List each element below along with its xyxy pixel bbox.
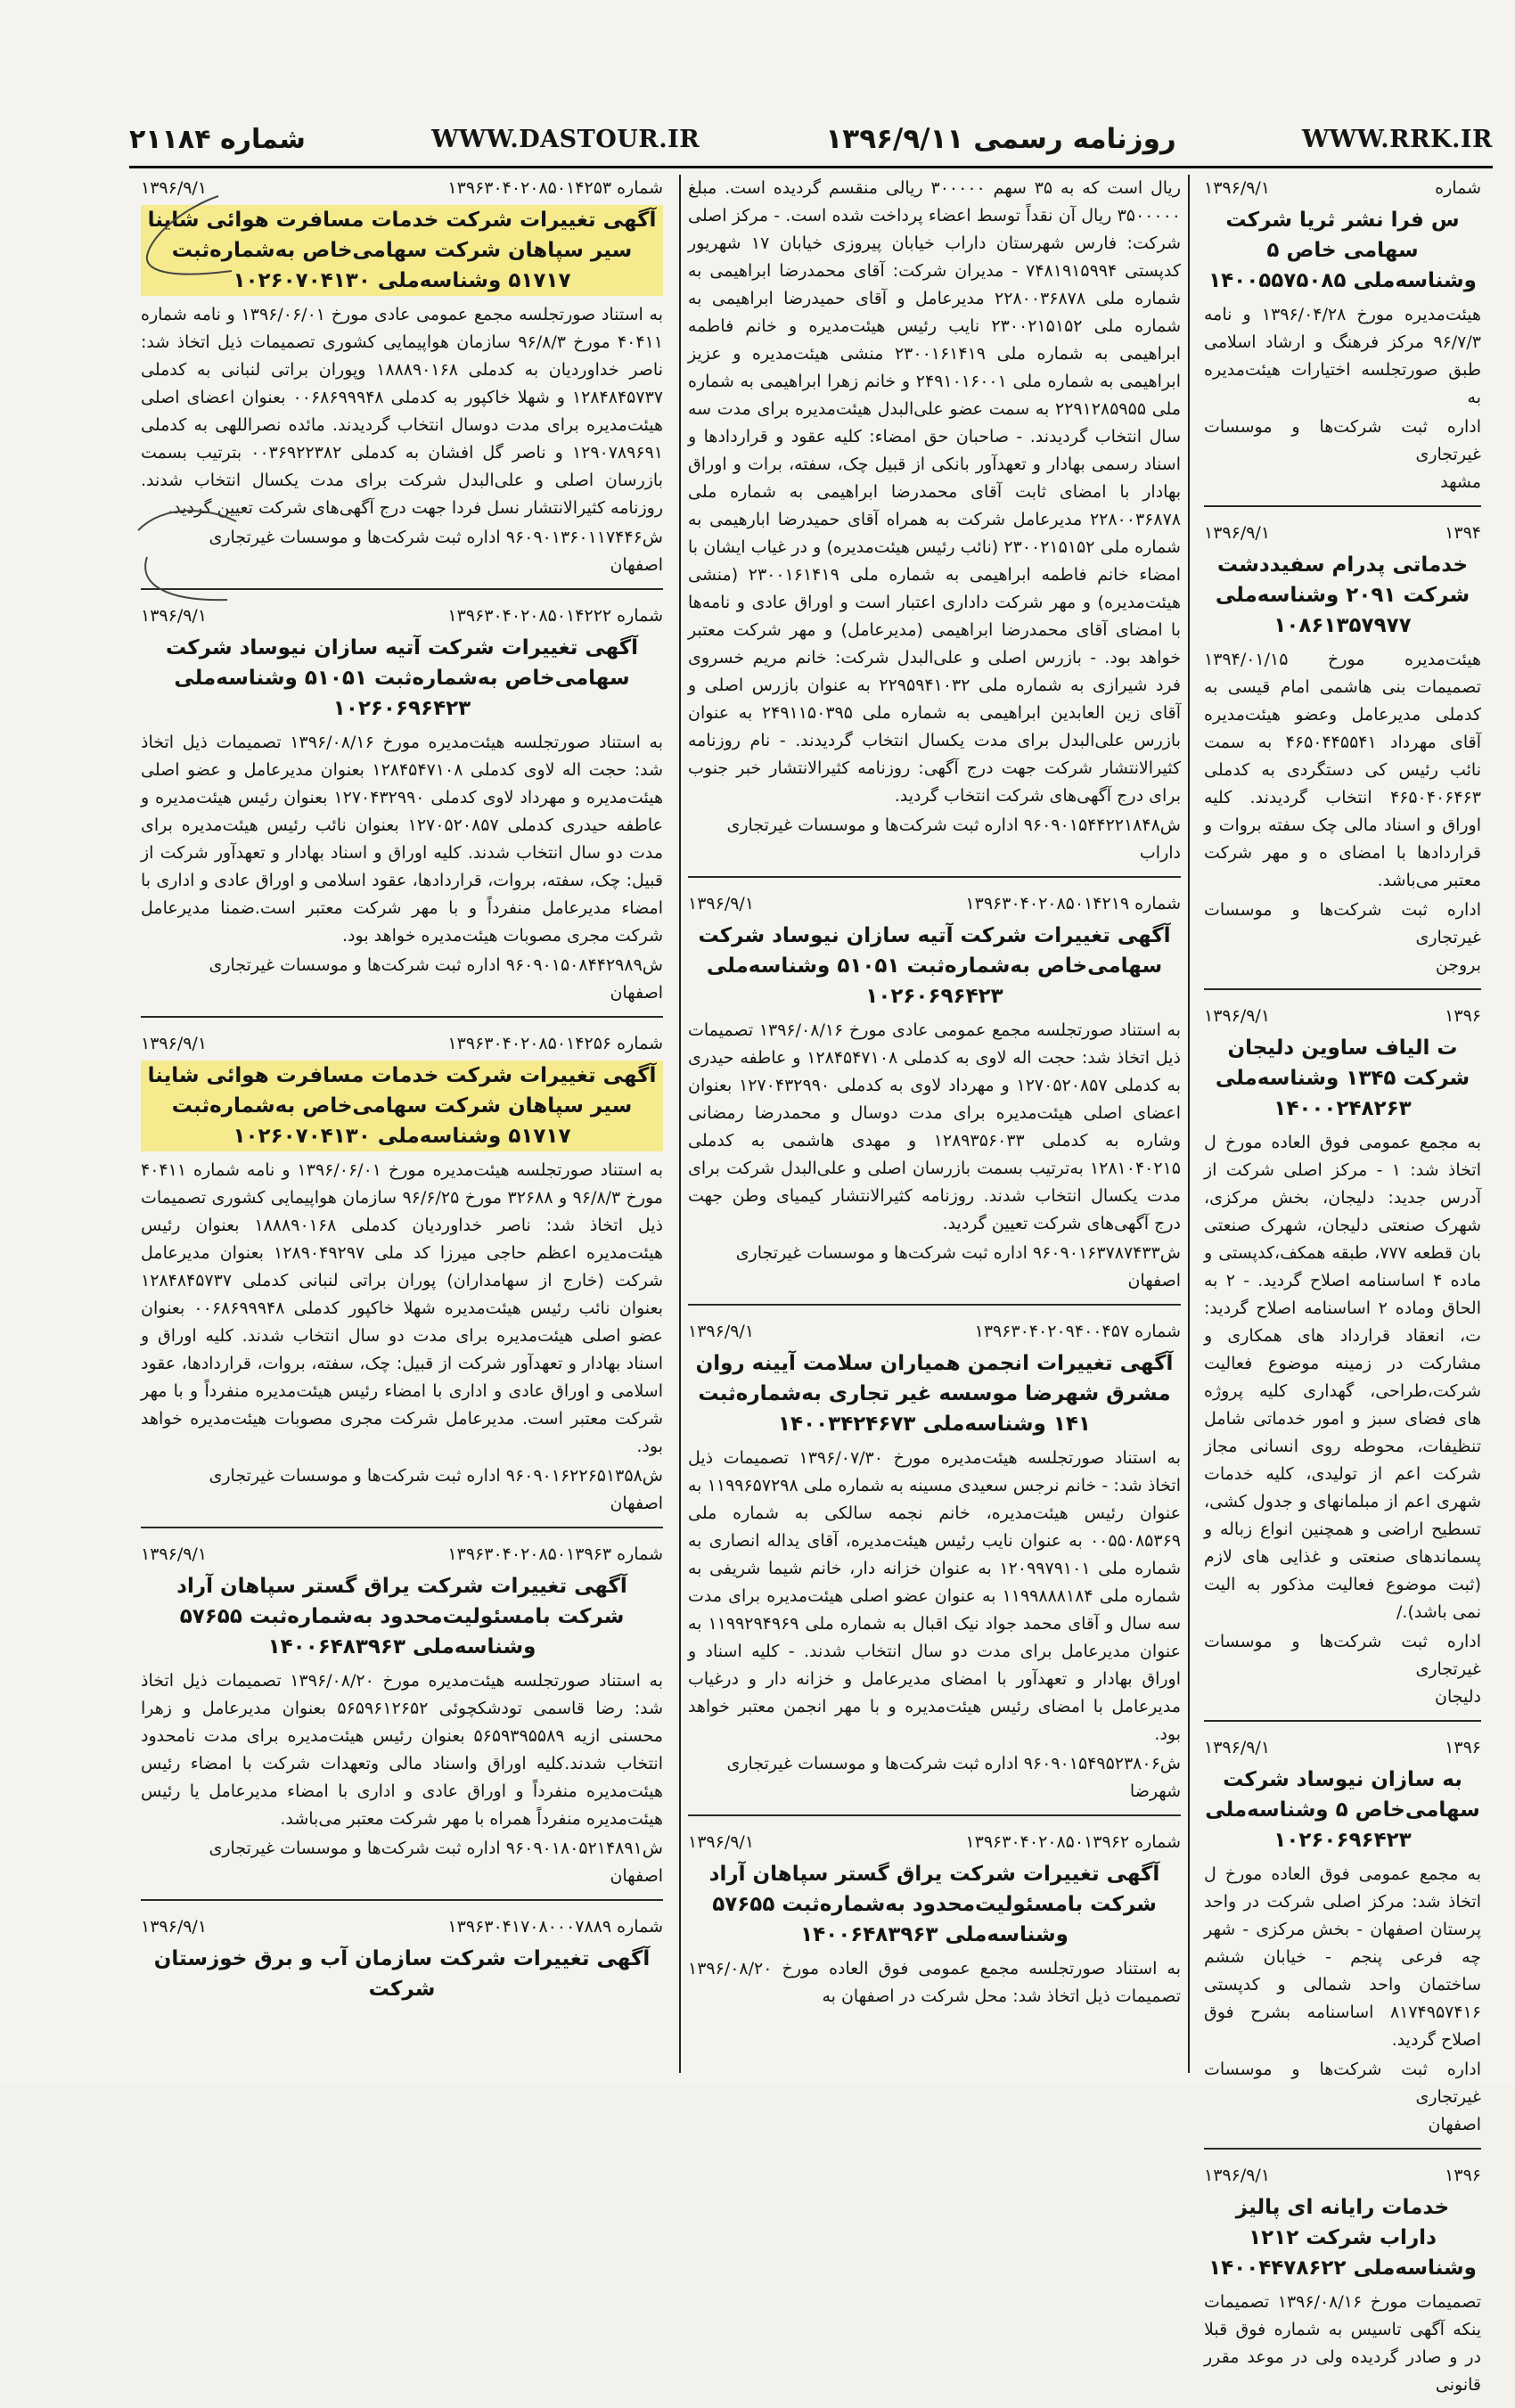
notice-date: ۱۳۹۶/۹/۱ <box>688 1832 755 1852</box>
header-site-right[interactable]: WWW.RRK.IR <box>1301 125 1493 153</box>
notice-city: دلیجان <box>1435 1687 1481 1707</box>
notice-signature: ش۹۶۰۹۰۱۸۰۵۲۱۴۸۹۱ اداره ثبت شرکت‌ها و موسسات غیرتجاری <box>209 1839 663 1858</box>
notice-date: ۱۳۹۶/۹/۱ <box>141 1544 208 1564</box>
notice-meta <box>688 1318 1181 1345</box>
notice-signature: اداره ثبت شرکت‌ها و موسسات غیرتجاری <box>1204 417 1481 464</box>
notice-signature: ش۹۶۰۹۰۱۶۲۲۶۵۱۳۵۸ اداره ثبت شرکت‌ها و موسسات غیرتجاری <box>209 1466 663 1486</box>
notice-title: آگهی تغییرات شرکت خدمات مسافرت هوائی شاینا سیر سپاهان شرکت سهامی‌خاص به‌شماره‌ثبت ۵۱۷۱۷ وشناسه‌ملی ۱۰۲۶۰۷۰۴۱۳۰ <box>141 1061 663 1151</box>
gazette-title: روزنامه رسمی ۱۳۹۶/۹/۱۱ <box>825 123 1176 155</box>
notice-date: ۱۳۹۶/۹/۱ <box>141 1917 208 1937</box>
notice-number: ۱۳۹۶ <box>1445 1006 1481 1026</box>
notice-meta <box>141 175 663 201</box>
header-rule <box>129 166 1493 168</box>
notice-city: اصفهان <box>610 555 663 575</box>
notice-body: به استناد صورتجلسه مجمع عمومی عادی مورخ ۱۳۹۶/۰۸/۱۶ تصمیمات ذیل اتخاذ شد: حجت اله لاوی به کدملی ۱۲۸۴۵۴۷۱۰۸ و عاطفه حیدری به کدملی ۱۲۷۰۵۲۰۸۵۷ و مهرداد لاوی به کدملی ۱۲۷۰۴۳۲۹۹۰ بعنوان اعضای اصلی هیئت‌مدیره برای مدت دوسال و محمدرضا رمضانی وشاره به کدملی ۱۲۸۹۳۵۶۰۳۳ و مهدی هاشمی به کدملی ۱۲۸۱۰۴۰۲۱۵ به‌ترتیب بسمت بازرسان اصلی و علی‌البدل شرکت برای مدت یکسال انتخاب شدند. روزنامه کثیرالانتشار کیمیای وطن جهت درج آگهی‌های شرکت تعیین گردید. <box>688 1020 1181 1233</box>
notice-body: به استناد صورتجلسه هیئت‌مدیره مورخ ۱۳۹۶/۰۶/۰۱ و نامه شماره ۴۰۴۱۱ مورخ ۹۶/۸/۳ و ۳۲۶۸۸ مورخ ۹۶/۶/۲۵ سازمان هواپیمایی کشوری تصمیمات ذیل اتخاذ شد: ناصر خداوردیان کدملی ۱۸۸۸۹۰۱۶۸ بعنوان رئیس هیئت‌مدیره اعظم حاجی میرزا کد ملی ۱۲۸۹۰۴۹۲۹۷ بعنوان مدیرعامل شرکت (خارج از سهامداران) پوران براتی لنبانی کدملی ۱۲۸۴۸۴۵۷۳۷ بعنوان نائب رئیس هیئت‌مدیره شهلا خاکپور کدملی ۰۰۶۸۶۹۹۹۴۸ بعنوان عضو اصلی هیئت‌مدیره برای مدت دو سال انتخاب شدند. کلیه اوراق و اسناد بهادار و تعهدآور شرکت از قبیل: چک، سفته، بروات، قراردادها، عقود اسلامی و اوراق عادی و اداری با امضاء رئیس هیئت‌مدیره منفرداً و با مهر شرکت معتبر است. مدیرعامل شرکت مجری مصوبات هیئت‌مدیره خواهد بود. <box>141 1160 664 1456</box>
notice-body: به مجمع عمومی فوق العاده مورخ ل اتخاذ شد: ۱ - مرکز اصلی شرکت از آدرس جدید: دلیجان، بخش مرکزی، شهرک صنعتی دلیجان، شهرک صنعتی بان قطعه ۷۷۷، طبقه همکف،کدپستی و ماده ۴ اساسنامه اصلاح گردید. - ۲ به الحاق وماده ۲ اساسنامه اصلاح گردید: ت، انعقاد قرارداد های همکاری و مشارکت در زمینه موضوع فعالیت شرکت،طراحی، گهداری کلیه پروژه های فضای سبز و امور خدماتی شامل تنظیفات، محوطه روی انسانی مجاز شرکت اعم از تولیدی، کلیه خدمات شهری اعم از مبلمانهای و جدول کشی، تسطیح اراضی و همچنین انواع زباله و پسماندهای صنعتی و غذایی های لازم (ثبت موضوع فعالیت مذکور به الیت نمی باشد)./ <box>1204 1133 1482 1622</box>
notice <box>1204 1003 1481 1722</box>
notice-meta <box>141 1030 663 1057</box>
notice-meta <box>141 602 663 629</box>
notice <box>688 890 1181 1306</box>
notice-body: به مجمع عمومی فوق العاده مورخ ل اتخاذ شد: مرکز اصلی شرکت در واحد پرستان اصفهان - بخش مرکزی - شهر چه فرعی پنجم - خیابان ششم ساختمان واحد شمالی و کدپستی ۸۱۷۴۹۵۷۴۱۶ اساسنامه بشرح فوق اصلاح گردید. <box>1204 1864 1481 2050</box>
notice-date: ۱۳۹۶/۹/۱ <box>688 894 755 913</box>
notice <box>688 1318 1181 1816</box>
header-site-left[interactable]: WWW.DASTOUR.IR <box>431 125 700 153</box>
notice-city: شهرضا <box>1129 1781 1181 1801</box>
notice-city: اصفهان <box>610 983 663 1003</box>
notice-number: شماره ۱۳۹۶۳۰۴۰۲۰۸۵۰۱۳۹۶۲ <box>965 1832 1181 1852</box>
notice <box>141 1541 663 1901</box>
notice-signature: اداره ثبت شرکت‌ها و موسسات غیرتجاری <box>1204 900 1481 947</box>
notice-city: اصفهان <box>1428 2115 1481 2134</box>
notice-signature: ش۹۶۰۹۰۱۳۶۰۱۱۷۴۴۶ اداره ثبت شرکت‌ها و موسسات غیرتجاری <box>209 528 663 547</box>
notice-title: آگهی تغییرات شرکت خدمات مسافرت هوائی شاینا سیر سپاهان شرکت سهامی‌خاص به‌شماره‌ثبت ۵۱۷۱۷ وشناسه‌ملی ۱۰۲۶۰۷۰۴۱۳۰ <box>141 205 663 296</box>
notice-body: به استناد صورتجلسه هیئت‌مدیره مورخ ۱۳۹۶/۰۷/۳۰ تصمیمات ذیل اتخاذ شد: - خانم نرجس سعیدی مسینه به شماره ملی ۱۱۹۹۶۵۷۲۹۸ به عنوان رئیس هیئت‌مدیره، خانم نجمه سالکی به شماره ملی ۰۰۵۵۰۸۵۳۶۹ به عنوان نایب رئیس هیئت‌مدیره، آقای یداله انصاری به شماره ملی ۱۲۰۹۹۷۹۱۰۱ به عنوان خزانه دار، خانم شیما شریفی به شماره ملی ۱۱۹۹۸۸۸۱۸۴ به عنوان عضو اصلی هیئت‌مدیره برای مدت سه سال و آقای محمد جواد نیک اقبال به شماره ملی ۱۱۹۹۲۹۴۹۶۹ به عنوان مدیرعامل برای مدت دو سال انتخاب شدند. - کلیه اسناد و اوراق بهادار و تعهدآور با امضای مدیرعامل و خزانه دار و درغیاب مدیرعامل با امضای رئیس هیئت‌مدیره و با مهر انجمن معتبر خواهد بود. <box>688 1448 1181 1744</box>
notice-city: اصفهان <box>610 1494 663 1513</box>
notice-meta <box>1204 2162 1481 2189</box>
notice-meta <box>1204 175 1481 201</box>
notice-city: بروجن <box>1435 955 1481 975</box>
notice-number: شماره ۱۳۹۶۳۰۴۰۲۰۸۵۰۱۴۲۱۹ <box>965 894 1181 913</box>
notice-body: به استناد صورتجلسه هیئت‌مدیره مورخ ۱۳۹۶/۰۸/۲۰ تصمیمات ذیل اتخاذ شد: رضا قاسمی تودشکچوئی ۵۶۵۹۶۱۲۶۵۲ بعنوان مدیرعامل و زهرا محسنی ازیه ۵۶۵۹۳۹۵۵۸۹ بعنوان رئیس هیئت‌مدیره برای مدت نامحدود انتخاب شدند.کلیه اوراق واسناد مالی وتعهدات شرکت با امضاء رئیس هیئت‌مدیره منفرداً و اوراق عادی و اداری با امضاء مدیرعامل یا رئیس هیئت‌مدیره منفرداً همراه با مهر شرکت معتبر می‌باشد. <box>141 1671 663 1829</box>
notice-date: ۱۳۹۶/۹/۱ <box>1204 523 1271 543</box>
notice-body: به استناد صورتجلسه مجمع عمومی عادی مورخ ۱۳۹۶/۰۶/۰۱ و نامه شماره ۴۰۴۱۱ مورخ ۹۶/۸/۳ سازمان هواپیمایی کشوری تصمیمات ذیل اتخاذ شد: ناصر خداوردیان به کدملی ۱۸۸۸۹۰۱۶۸ وپوران براتی لنبانی به کدملی ۱۲۸۴۸۴۵۷۳۷ و شهلا خاکپور به کدملی ۰۰۶۸۶۹۹۹۴۸ بعنوان اعضای اصلی هیئت‌مدیره برای مدت دوسال انتخاب گردیدند. مائده نصراللهی به کدملی ۱۲۹۰۷۸۹۶۹۱ و ناصر گل افشان به کدملی ۰۰۳۶۹۲۲۳۸۲ بترتیب بسمت بازرسان اصلی و علی‌البدل شرکت برای مدت یکسال انتخاب شدند. روزنامه کثیرالانتشار نسل فردا جهت درج آگهی‌های شرکت تعیین گردید. <box>141 305 663 518</box>
notice <box>1204 1734 1481 2150</box>
notice-signature: ش۹۶۰۹۰۱۵۴۴۲۲۱۸۴۸ اداره ثبت شرکت‌ها و موسسات غیرتجاری <box>726 815 1181 835</box>
notice <box>141 1030 663 1528</box>
notice-number: شماره <box>1435 178 1481 198</box>
column-middle <box>679 175 1190 2073</box>
notice-number: شماره ۱۳۹۶۳۰۴۰۲۰۸۵۰۱۴۲۵۶ <box>447 1034 663 1053</box>
notice <box>141 1913 663 2019</box>
notice-title: آگهی تغییرات انجمن همیاران سلامت آیینه روان مشرق شهرضا موسسه غیر تجاری به‌شماره‌ثبت ۱۴۱ وشناسه‌ملی ۱۴۰۰۳۴۲۴۶۷۳ <box>695 1352 1174 1436</box>
notice-title: آگهی تغییرات شرکت یراق گستر سپاهان آراد شرکت بامسئولیت‌محدود به‌شماره‌ثبت ۵۷۶۵۵ وشناسه‌ملی ۱۴۰۰۶۴۸۳۹۶۳ <box>708 1863 1160 1946</box>
notice-signature: ش۹۶۰۹۰۱۵۴۹۵۲۳۸۰۶ اداره ثبت شرکت‌ها و موسسات غیرتجاری <box>726 1754 1181 1773</box>
notice-signature: ش۹۶۰۹۰۱۶۳۷۸۷۴۳۳ اداره ثبت شرکت‌ها و موسسات غیرتجاری <box>735 1243 1181 1263</box>
notice-city: مشهد <box>1440 472 1481 492</box>
notice-meta <box>688 890 1181 917</box>
notice-city: اصفهان <box>610 1866 663 1886</box>
notice-title: آگهی تغییرات شرکت یراق گستر سپاهان آراد شرکت بامسئولیت‌محدود به‌شماره‌ثبت ۵۷۶۵۵ وشناسه‌ملی ۱۴۰۰۶۴۸۳۹۶۳ <box>176 1575 627 1659</box>
notice-date: ۱۳۹۶/۹/۱ <box>141 178 208 198</box>
notice-number: ۱۳۹۶ <box>1445 2166 1481 2185</box>
notice-meta <box>1204 1003 1481 1029</box>
issue-number: شماره ۲۱۱۸۴ <box>129 123 306 155</box>
notice-number: شماره ۱۳۹۶۳۰۴۰۲۰۹۴۰۰۴۵۷ <box>974 1322 1181 1341</box>
page-header <box>129 116 1493 162</box>
notice-meta <box>1204 1734 1481 1761</box>
notice-signature: اداره ثبت شرکت‌ها و موسسات غیرتجاری <box>1204 1632 1481 1679</box>
notice-meta <box>141 1541 663 1568</box>
notice-date: ۱۳۹۶/۹/۱ <box>141 1034 208 1053</box>
notice-body: هیئت‌مدیره مورخ ۱۳۹۴/۰۱/۱۵ تصمیمات بنی هاشمی امام قیسی به کدملی مدیرعامل وعضو هیئت‌مدیره آقای مهرداد ۴۶۵۰۴۴۵۵۴۱ به سمت نائب رئیس کی دستگردی به کدملی ۴۶۵۰۴۰۶۴۶۳ انتخاب گردیدند. کلیه اوراق و اسناد مالی چک سفته بروات و قراردادها با امضای ه و مهر شرکت معتبر می‌باشد. <box>1204 650 1481 890</box>
notice-body: به استناد صورتجلسه مجمع عمومی فوق العاده مورخ ۱۳۹۶/۰۸/۲۰ تصمیمات ذیل اتخاذ شد: محل شرکت در اصفهان به <box>688 1959 1181 2006</box>
notice-date: ۱۳۹۶/۹/۱ <box>1204 178 1271 198</box>
notice <box>141 175 663 590</box>
notice-title: خدماتی پدرام سفیددشت شرکت ۲۰۹۱ وشناسه‌ملی ۱۰۸۶۱۳۵۷۹۷۷ <box>1215 553 1470 637</box>
notice-date: ۱۳۹۶/۹/۱ <box>141 606 208 626</box>
notice <box>1204 175 1481 507</box>
notice <box>1204 2162 1481 2408</box>
notice-body: به استناد صورتجلسه هیئت‌مدیره مورخ ۱۳۹۶/۰۸/۱۶ تصمیمات ذیل اتخاذ شد: حجت اله لاوی کدملی ۱۲۸۴۵۴۷۱۰۸ بعنوان مدیرعامل و عضو اصلی هیئت‌مدیره و مهرداد لاوی کدملی ۱۲۷۰۴۳۲۹۹۰ بعنوان رئیس هیئت‌مدیره و عاطفه حیدری کدملی ۱۲۷۰۵۲۰۸۵۷ بعنوان نائب رئیس هیئت‌مدیره برای مدت دو سال انتخاب شدند. کلیه اوراق و اسناد بهادار و تعهدآور شرکت از قبیل: چک، سفته، بروات، قراردادها، عقود اسلامی و اوراق عادی و اداری با امضاء مدیرعامل منفرداً و با مهر شرکت معتبر است.ضمنا مدیرعامل شرکت مجری مصوبات هیئت‌مدیره خواهد بود. <box>141 733 664 946</box>
notice-meta <box>1204 520 1481 546</box>
notice-meta <box>141 1913 663 1940</box>
columns-container <box>134 175 1488 2395</box>
notice-signature: اداره ثبت شرکت‌ها و موسسات غیرتجاری <box>1204 2060 1481 2107</box>
notice-date: ۱۳۹۶/۹/۱ <box>1204 1006 1271 1026</box>
notice-title: س فرا نشر ثریا شرکت سهامی خاص ۵ وشناسه‌ملی ۱۴۰۰۵۵۷۵۰۸۵ <box>1208 209 1477 292</box>
notice-number: ۱۳۹۴ <box>1445 523 1481 543</box>
notice-number: شماره ۱۳۹۶۳۰۴۰۲۰۸۵۰۱۳۹۶۳ <box>447 1544 663 1564</box>
notice-date: ۱۳۹۶/۹/۱ <box>1204 2166 1271 2185</box>
notice-body: هیئت‌مدیره مورخ ۱۳۹۶/۰۴/۲۸ و نامه ۹۶/۷/۳ مرکز فرهنگ و ارشاد اسلامی طبق صورتجلسه اختیارات هیئت‌مدیره به <box>1204 305 1481 407</box>
notice-title: ت الیاف ساوین دلیجان شرکت ۱۳۴۵ وشناسه‌ملی ۱۴۰۰۰۲۴۸۲۶۳ <box>1215 1036 1470 1120</box>
column-right <box>1197 175 1488 2395</box>
notice-number: شماره ۱۳۹۶۳۰۴۰۲۰۸۵۰۱۴۲۵۳ <box>447 178 663 198</box>
column-left <box>134 175 670 2073</box>
notice-title: خدمات رایانه ای پالیز داراب شرکت ۱۲۱۲ وشناسه‌ملی ۱۴۰۰۴۴۷۸۶۲۲ <box>1208 2196 1477 2280</box>
notice-title: به سازان نیوساد شرکت سهامی‌خاص ۵ وشناسه‌ملی ۱۰۲۶۰۶۹۶۴۲۳ <box>1205 1768 1480 1852</box>
notice-number: ۱۳۹۶ <box>1445 1738 1481 1757</box>
notice-number: شماره ۱۳۹۶۳۰۴۱۷۰۸۰۰۰۷۸۸۹ <box>447 1917 663 1937</box>
notice-signature: ش۹۶۰۹۰۱۵۰۸۴۴۲۹۸۹ اداره ثبت شرکت‌ها و موسسات غیرتجاری <box>209 955 663 975</box>
notice-title: آگهی تغییرات شرکت سازمان آب و برق خوزستان شرکت <box>153 1947 651 2001</box>
notice <box>1204 520 1481 990</box>
notice-title: آگهی تغییرات شرکت آتیه سازان نیوساد شرکت سهامی‌خاص به‌شماره‌ثبت ۵۱۰۵۱ وشناسه‌ملی ۱۰۲۶۰۶۹۶۴۲۳ <box>165 636 639 720</box>
notice-title: آگهی تغییرات شرکت آتیه سازان نیوساد شرکت سهامی‌خاص به‌شماره‌ثبت ۵۱۰۵۱ وشناسه‌ملی ۱۰۲۶۰۶۹۶۴۲۳ <box>698 924 1171 1008</box>
notice-meta <box>688 1829 1181 1855</box>
notice-city: داراب <box>1139 843 1181 863</box>
notice-body: ریال است که به ۳۵ سهم ۳۰۰۰۰۰ ریالی منقسم گردیده است. مبلغ ۳۵۰۰۰۰۰ ریال آن نقداً توسط اعضاء پرداخت شده است. - مرکز اصلی شرکت: فارس شهرستان داراب خیابان پیروزی خیابان ۱۷ شهریور کدپستی ۷۴۸۱۹۱۵۹۹۴ - مدیران شرکت: آقای محمدرضا ابراهیمی به شماره ملی ۲۲۸۰۰۳۶۸۷۸ مدیرعامل و آقای حمیدرضا ابراهیمی به شماره ملی ۲۳۰۰۲۱۵۱۵۲ نایب رئیس هیئت‌مدیره و خانم فاطمه ابراهیمی به شماره ملی ۲۳۰۰۱۶۱۴۱۹ منشی هیئت‌مدیره و عزیز ابراهیمی به شماره ملی ۲۴۹۱۰۱۶۰۰۱ و خانم زهرا ابراهیمی به شماره ملی ۲۲۹۱۲۸۵۹۵۵ به سمت عضو علی‌البدل هیئت‌مدیره برای مدت سه سال انتخاب گردیدند. - صاحبان حق امضاء: کلیه عقود و قراردادها و اسناد رسمی بهادار و تعهدآور بانکی از قبیل چک، سفته، برات و اوراق بهادار با امضای ثابت آقای محمدرضا ابراهیمی به شماره ملی ۲۲۸۰۰۳۶۸۷۸ مدیرعامل شرکت به همراه آقای حمیدرضا ابارهیمی به شماره ملی ۲۳۰۰۲۱۵۱۵۲ (نائب رئیس هیئت‌مدیره) و در غیاب ایشان با امضاء خانم فاطمه ابراهیمی به شماره ملی ۲۳۰۰۱۶۱۴۱۹ (منشی هیئت‌مدیره) و مهر شرکت داداری اعتبار است و اوراق عادی و نامه‌ها با امضای آقای محمدرضا ابراهیمی (مدیرعامل) و مهر شرکت معتبر خواهد بود. - بازرس اصلی و علی‌البدل شرکت: خانم مریم خسروی فرد شیرازی به شماره ملی ۲۲۹۵۹۴۱۰۳۲ به عنوان بازرس اصلی و آقای زین العابدین ابراهیمی به شماره ملی ۲۴۹۱۱۵۰۳۹۵ به عنوان بازرس علی‌البدل برای مدت یکسال انتخاب گردیدند. - نام روزنامه کثیرالانتشار شرکت جهت درج آگهی: روزنامه کثیرالانتشار خبر جنوب برای درج آگهی‌های شرکت انتخاب گردید. <box>688 178 1182 806</box>
notice-date: ۱۳۹۶/۹/۱ <box>1204 1738 1271 1757</box>
notice <box>688 175 1181 878</box>
notice-body: تصمیمات مورخ ۱۳۹۶/۰۸/۱۶ تصمیمات ینکه آگهی تاسیس به شماره فوق قبلا در و صادر گردیده ولی در موعد مقرر قانونی <box>1204 2292 1481 2395</box>
notice-number: شماره ۱۳۹۶۳۰۴۰۲۰۸۵۰۱۴۲۲۲ <box>447 606 663 626</box>
notice <box>141 602 663 1018</box>
notice <box>688 1829 1181 2019</box>
notice-date: ۱۳۹۶/۹/۱ <box>688 1322 755 1341</box>
notice-city: اصفهان <box>1127 1271 1181 1290</box>
